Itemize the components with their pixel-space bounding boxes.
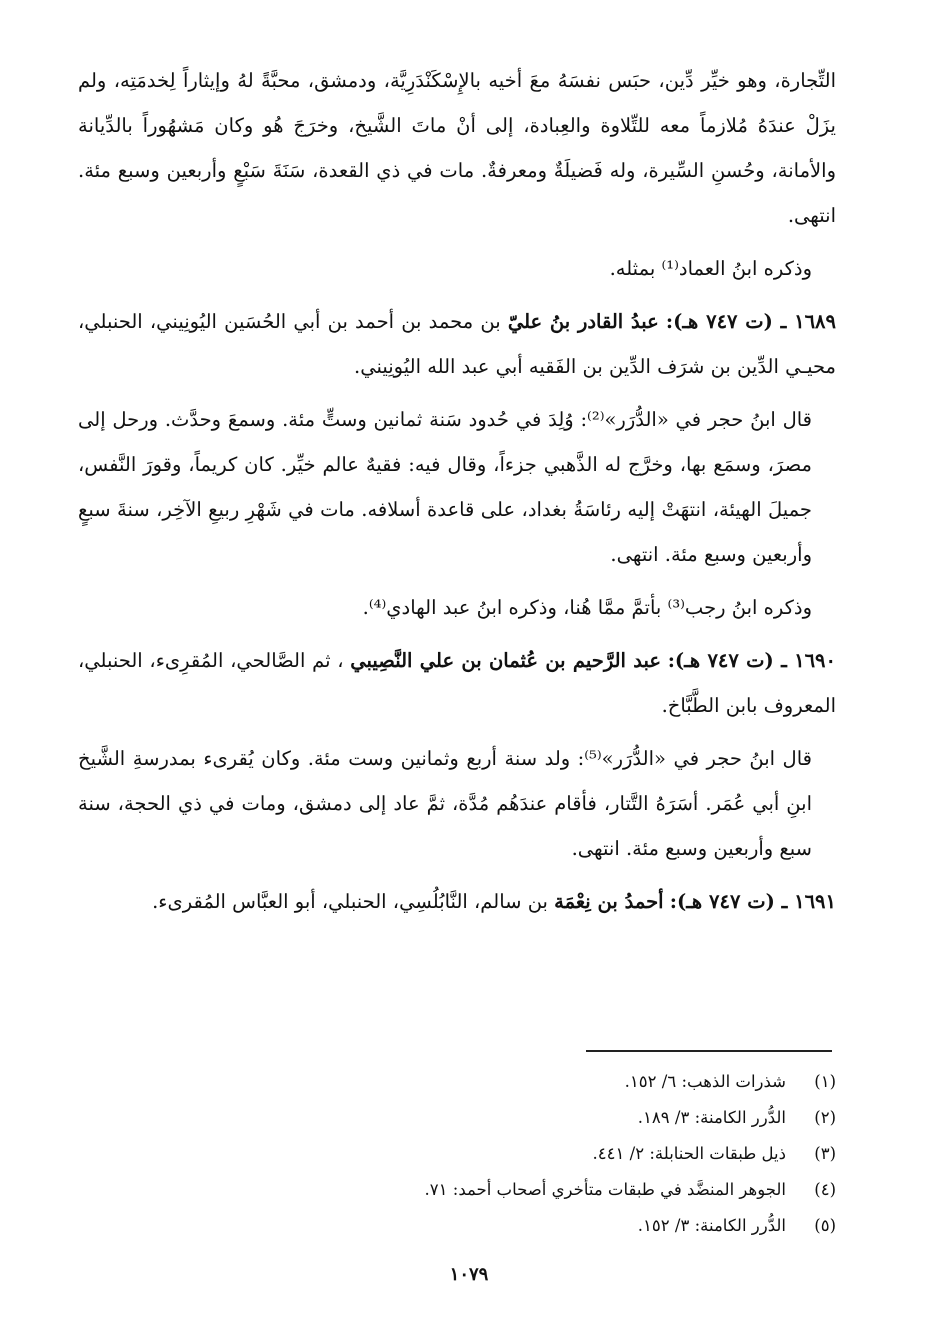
main-text: [78, 58, 836, 932]
footnote-number: (٢): [814, 1108, 836, 1127]
footnote-text: الدُّرر الكامنة: ٣/ ١٨٩.: [637, 1108, 786, 1127]
paragraph-quote: [78, 397, 836, 577]
entry-number: ١٦٩٠ ـ (ت ٧٤٧ هـ):: [667, 649, 836, 672]
entry-number: ١٦٨٩ ـ (ت ٧٤٧ هـ):: [665, 310, 836, 333]
footnote-divider: [586, 1050, 832, 1052]
footnote: [300, 1172, 836, 1208]
footnote-number: (٥): [814, 1216, 836, 1235]
footnote: [300, 1208, 836, 1244]
biography-entry-1690: [78, 638, 836, 728]
footnote-text: الدُّرر الكامنة: ٣/ ١٥٢.: [637, 1216, 786, 1235]
paragraph-text: قال ابنُ حجر في «الدُّرَر»⁽²⁾: وُلِدَ في حُدود سَنة ثمانين وستٍّ مئة. وسمعَ وحدَّث. ورحل إلى مصرَ، وسمَع بها، وخرَّج له الذَّهبي جزءاً، وقال فيه: فقيهٌ عالم خيِّر. كان كريماً، وقورَ النَّفس، جميلَ الهيئة، انتهَتْ إليه رئاسَةُ بغداد، على قاعدة أسلافه. مات في شَهْرِ ربيعِ الآخِر، سنةَ سبعٍ وأربعين وسبع مئة. انتهى.: [78, 408, 813, 566]
footnote: [300, 1100, 836, 1136]
paragraph-text: قال ابنُ حجر في «الدُّرَر»⁽⁵⁾: ولد سنة أربع وثمانين وست مئة. وكان يُقرىء بمدرسةِ الشَّيخ ابنِ أبي عُمَر. أسَرَهُ التَّتار، فأقام عندَهُم مُدَّة، ثمَّ عاد إلى دمشق، ومات في ذي الحجة، سنة سبع وأربعين وسبع مئة. انتهى.: [78, 747, 812, 860]
paragraph-citation: [78, 246, 836, 291]
footnote: [300, 1136, 836, 1172]
footnote-text: الجوهر المنضَّد في طبقات متأخري أصحاب أحمد: ٧١.: [424, 1180, 786, 1199]
entry-name: عبد الرَّحيم بن عُثمان بن علي النَّصِيبي: [350, 649, 661, 672]
entry-text: بن محمد بن أحمد بن أبي الحُسَين اليُونِيني، الحنبلي، محيـي الدِّين بن شرَف الدِّين بن الفَقيه أبي عبد الله اليُونِيني.: [78, 310, 836, 378]
biography-entry-1689: [78, 299, 836, 389]
footnotes: [300, 1064, 836, 1244]
paragraph-text: وذكره ابنُ العماد⁽¹⁾ بمثله.: [609, 257, 812, 280]
biography-entry-1691: [78, 879, 836, 924]
footnote-number: (٤): [814, 1180, 836, 1199]
paragraph-citation: [78, 585, 836, 630]
footnote-number: (٣): [814, 1144, 836, 1163]
entry-text: بن سالم، النَّابُلُسِي، الحنبلي، أبو العبَّاس المُقرىء.: [152, 890, 548, 913]
footnote: [300, 1064, 836, 1100]
paragraph-quote: [78, 736, 836, 871]
footnote-text: ذيل طبقات الحنابلة: ٢/ ٤٤١.: [592, 1144, 786, 1163]
entry-name: عبدُ القادر بنُ عليّ: [507, 310, 659, 333]
entry-number: ١٦٩١ ـ (ت ٧٤٧ هـ):: [669, 890, 836, 913]
paragraph-continuation: [78, 58, 836, 238]
entry-name: أحمدُ بن نِعْمَة: [554, 890, 664, 913]
page-number: ١٠٧٩: [449, 1264, 489, 1285]
paragraph-text: وذكره ابنُ رجب⁽³⁾ بأتمَّ ممَّا هُنا، وذكره ابنُ عبد الهادي⁽⁴⁾.: [362, 596, 812, 619]
entry-text: ، ثم الصَّالحي، المُقرِىء، الحنبلي، المعروف بابن الطَّبَّاخ.: [78, 649, 836, 717]
paragraph-text: التِّجارة، وهو خيِّر دِّين، حبَس نفسَهُ معَ أخيه بالإِسْكَنْدَرِيَّة، ودمشق، محبَّةً لهُ وإيثاراً لِخدمَتِه، ولم يزَلْ عندَهُ مُلازماً معه للتِّلاوة والعِبادة، إلى أنْ ماتَ الشَّيخ، وخرَجَ هُو وكان مَشهُوراً بالدِّيانة والأمانة، وحُسنِ السِّيرة، وله فَضيلَةٌ ومعرفةٌ. مات في ذي القعدة، سَنَةَ سَبْعٍ وأربعين وسبع مئة. انتهى.: [78, 69, 836, 227]
footnote-text: شذرات الذهب: ٦/ ١٥٢.: [624, 1072, 786, 1091]
footnote-number: (١): [814, 1072, 836, 1091]
